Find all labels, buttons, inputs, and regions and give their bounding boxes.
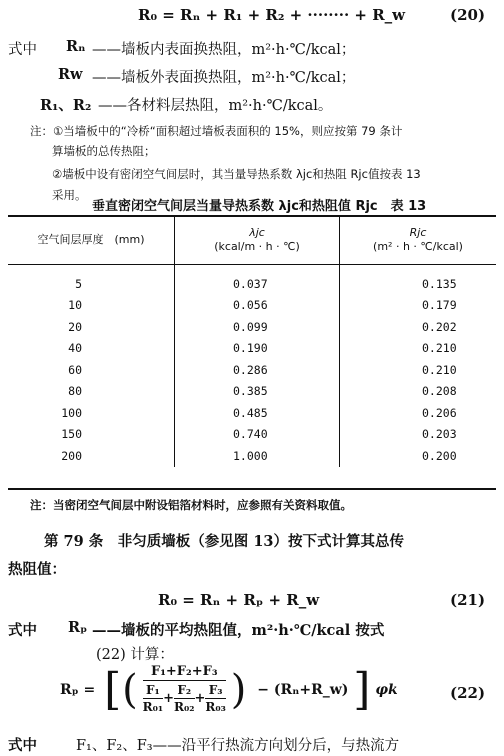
article-79-line1: 第 79 条 非匀质墙板（参见图 13）按下式计算其总传 — [44, 533, 404, 550]
table-row — [8, 424, 496, 446]
note-1-line1: 注：①当墙板中的“冷桥“面积超过墙板表面积的 15%，则应按第 79 条计 — [30, 124, 403, 138]
eq22-paren-right: ) — [230, 666, 247, 713]
cell-r: 0.135 — [422, 276, 457, 291]
eq22-main-fraction — [143, 664, 226, 715]
eq22-term-1-num: F₁ — [143, 682, 163, 699]
table-note: 注：当密闭空气间层中附设铝箔材料时，应参照有关资料取值。 — [30, 498, 352, 512]
cell-r: 0.202 — [422, 319, 457, 334]
eq22-term-1-den: R₀₁ — [142, 700, 164, 714]
equation-22-number: (22) — [450, 684, 486, 702]
def2-lead: 式中 — [8, 622, 37, 639]
cell-r: 0.210 — [422, 362, 457, 377]
cell-r: 0.210 — [422, 341, 457, 356]
cell-lambda: 0.740 — [175, 424, 340, 446]
eq22-paren-left: ( — [122, 666, 138, 713]
table-row — [8, 359, 496, 381]
air-layer-table — [8, 216, 496, 467]
col-header-r — [340, 216, 497, 265]
cell-thickness: 10 — [68, 298, 82, 313]
cell-lambda: 0.286 — [175, 359, 340, 381]
cell-lambda: 0.190 — [175, 338, 340, 360]
cell-lambda: 0.099 — [175, 316, 340, 338]
def2-text-line1: ——墙板的平均热阻值，m²·h·℃/kcal 按式 — [92, 622, 385, 639]
col-header-r-unit: (m² · h · ℃/kcal) — [373, 240, 463, 253]
def-symbol-r1r2: R₁、R₂ — [40, 97, 92, 114]
cell-r: 0.179 — [422, 298, 457, 313]
cell-thickness: 80 — [68, 384, 82, 399]
def2-text-line2: (22) 计算： — [96, 647, 174, 663]
article-79-line2: 热阻值： — [8, 561, 66, 578]
def3-lead: 式中 — [8, 737, 37, 754]
cell-r: 0.203 — [422, 427, 457, 442]
cell-thickness: 60 — [68, 362, 82, 377]
eq22-term-3-num: F₃ — [205, 682, 225, 699]
table-title: 垂直密闭空气间层当量导热系数 λjc和热阻值 Rjc 表 13 — [92, 199, 427, 214]
eq22-term-2-num: F₂ — [174, 682, 194, 699]
col-header-lambda — [175, 216, 340, 265]
table-row — [8, 445, 496, 467]
col-header-lambda-unit: (kcal/m · h · ℃) — [214, 240, 300, 253]
col-header-r-symbol: Rjc — [409, 226, 427, 239]
note-2-line1: ②墙板中设有密闭空气间层时，其当量导热系数 λjc和热阻 Rjc值按表 13 — [52, 167, 421, 181]
cell-lambda: 0.485 — [175, 402, 340, 424]
cell-lambda: 1.000 — [175, 445, 340, 467]
col-header-thickness — [8, 216, 175, 265]
table-row — [8, 265, 496, 295]
eq22-term-2-den: R₀₂ — [174, 700, 195, 714]
cell-thickness: 100 — [61, 405, 82, 420]
cell-thickness: 5 — [75, 276, 82, 291]
eq22-factor: φk — [375, 681, 398, 698]
def2-symbol-rp: Rₚ — [68, 619, 88, 636]
def-text-rw: ——墙板外表面换热阻，m²·h·℃/kcal； — [92, 70, 356, 86]
eq22-term-3 — [205, 682, 225, 715]
col-header-thickness-label: 空气间层厚度 (mm) — [37, 233, 145, 246]
equation-20: R₀ = Rₙ + R₁ + R₂ + ········ + R_w — [138, 6, 406, 24]
eq22-tail: − (Rₙ+R_w) — [257, 681, 349, 698]
table-row — [8, 381, 496, 403]
table-row — [8, 402, 496, 424]
cell-thickness: 150 — [61, 427, 82, 442]
def-lead: 式中 — [8, 42, 37, 58]
cell-r: 0.208 — [422, 384, 457, 399]
eq22-numerator: F₁+F₂+F₃ — [143, 664, 226, 681]
eq22-denominator: $\frac{\text{F₁}}{\text{R₀₁}}$ + $\frac{\text{F₂}}{\text{R₀₂}}$ + $\frac{\text{F₃}}{\text{R₀₃}}$ — [142, 683, 226, 714]
note-2-line2: 采用。 — [52, 188, 87, 202]
def3-text: F₁、F₂、F₃——沿平行热流方向划分后，与热流方 — [76, 738, 400, 754]
cell-lambda: 0.056 — [175, 295, 340, 317]
table-row — [8, 295, 496, 317]
table-bottom-rule — [8, 488, 496, 490]
equation-21-number: (21) — [450, 591, 486, 609]
def-text-r1r2: ——各材料层热阻，m²·h·℃/kcal。 — [98, 98, 333, 114]
eq22-term-3-den: R₀₃ — [205, 700, 226, 714]
col-header-lambda-symbol: λjc — [249, 226, 265, 239]
eq22-term-2 — [174, 682, 194, 715]
equation-21: R₀ = Rₙ + Rₚ + R_w — [158, 591, 320, 609]
cell-lambda: 0.385 — [175, 381, 340, 403]
note-1-line2: 算墙板的总传热阻； — [52, 144, 156, 158]
def-text-rn: ——墙板内表面换热阻，m²·h·℃/kcal； — [92, 42, 356, 58]
table-row — [8, 316, 496, 338]
cell-thickness: 20 — [68, 319, 82, 334]
cell-thickness: 40 — [68, 341, 82, 356]
equation-22 — [60, 664, 398, 726]
eq22-bracket-right: ] — [353, 663, 371, 715]
eq22-term-1 — [143, 682, 163, 715]
eq22-lhs: Rₚ = — [60, 681, 96, 698]
equation-20-number: (20) — [450, 6, 486, 24]
eq22-bracket-left: [ — [104, 663, 122, 715]
table-row — [8, 338, 496, 360]
def-symbol-rw: Rw — [58, 66, 83, 83]
def-symbol-rn: Rₙ — [66, 38, 86, 55]
cell-thickness: 200 — [61, 448, 82, 463]
cell-lambda: 0.037 — [175, 265, 340, 295]
cell-r: 0.206 — [422, 405, 457, 420]
cell-r: 0.200 — [422, 448, 457, 463]
